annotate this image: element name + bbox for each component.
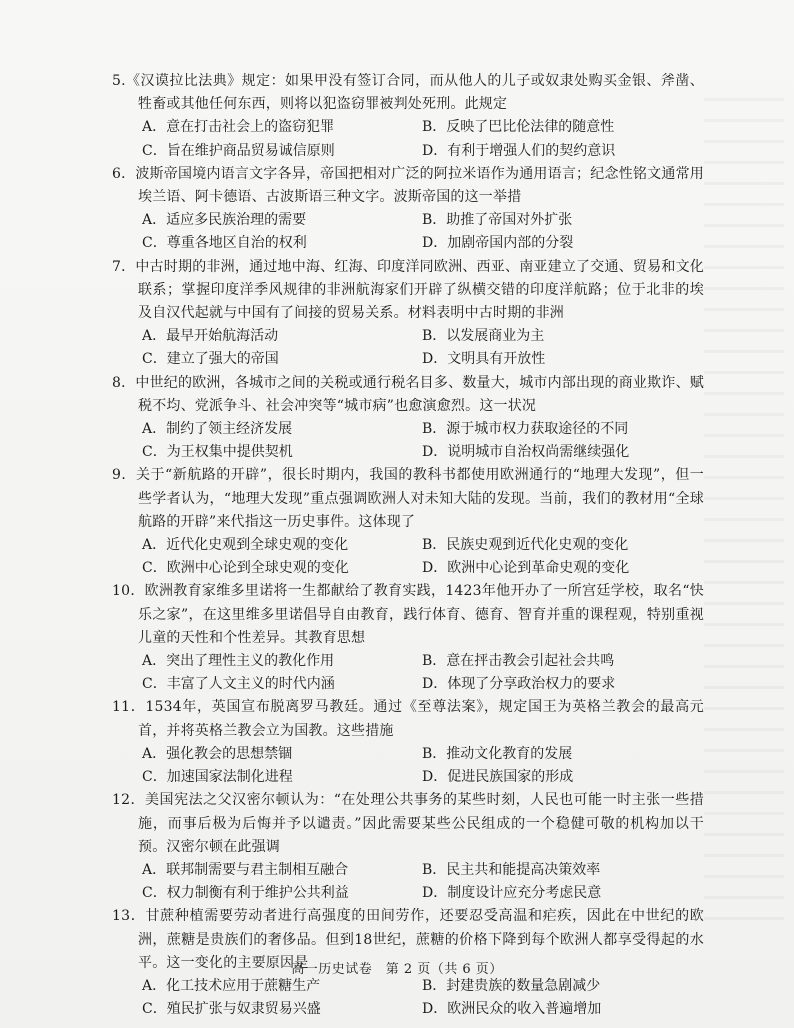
option-d: D．说明城市自治权尚需继续强化 — [422, 444, 630, 461]
page-footer: 高一历史试卷 第 2 页（共 6 页） — [291, 962, 503, 977]
question-stem: 10．欧洲教育家维多里诺将一生都献给了教育实践，1423年他开办了一所宫廷学校，取名“快乐之家”，在这里维多里诺倡导自由教育，践行体育、德育、智育并重的课程观，特别重视儿童的天性和个性差异。其教育思想 — [112, 583, 704, 646]
option-b: B．反映了巴比伦法律的随意性 — [422, 119, 615, 136]
option-a: A．最早开始航海活动 — [142, 328, 279, 345]
answer-options — [142, 534, 704, 580]
question-stem: 8．中世纪的欧洲，各城市之间的关税或通行税名目多、数量大，城市内部出现的商业欺诈、赋税不均、党派争斗、社会冲突等“城市病”也愈演愈烈。这一状况 — [112, 374, 704, 414]
answer-options — [142, 418, 704, 464]
option-d: D．有利于增强人们的契约意识 — [422, 142, 616, 159]
option-b: B．民族史观到近代化史观的变化 — [422, 537, 629, 554]
option-a: A．化工技术应用于蔗糖生产 — [142, 977, 321, 994]
option-d: D．制度设计应充分考虑民意 — [422, 885, 602, 902]
question-block — [112, 789, 704, 905]
answer-options — [142, 209, 704, 255]
question-stem: 7．中古时期的非洲，通过地中海、红海、印度洋同欧洲、西亚、南亚建立了交通、贸易和文化联系；掌握印度洋季风规律的非洲航海家们开辟了纵横交错的印度洋航路；位于北非的埃及自汉代起就与中国有了间接的贸易关系。材料表明中古时期的非洲 — [112, 258, 704, 322]
question-stem: 11．1534年，英国宣布脱离罗马教廷。通过《至尊法案》，规定国王为英格兰教会的最高元首，并将英格兰教会立为国教。这些措施 — [112, 699, 704, 739]
answer-options — [142, 743, 704, 789]
question-block — [112, 256, 704, 372]
option-b: B．封建贵族的数量急剧减少 — [422, 977, 601, 994]
option-d: D．促进民族国家的形成 — [422, 769, 574, 786]
option-b: B．助推了帝国对外扩张 — [422, 212, 573, 229]
question-stem: 6．波斯帝国境内语言文字各异，帝国把相对广泛的阿拉米语作为通用语言；纪念性铭文通常用埃兰语、阿卡德语、古波斯语三种文字。波斯帝国的这一举措 — [112, 165, 704, 206]
show-through-shadow — [704, 80, 784, 920]
option-a: A．意在打击社会上的盗窃犯罪 — [142, 119, 335, 136]
option-a: A．强化教会的思想禁锢 — [142, 745, 293, 762]
question-stem: 9．关于“新航路的开辟”，很长时期内，我国的教科书都使用欧洲通行的“地理大发现”，但一些学者认为，“地理大发现”重点强调欧洲人对未知大陆的发现。当前，我们的教材用“全球航路的开辟”来代指这一历史事件。这体现了 — [112, 467, 704, 530]
answer-options — [142, 975, 704, 1021]
option-b: B．意在抨击教会引起社会共鸣 — [422, 653, 615, 670]
option-b: B．民主共和能提高决策效率 — [422, 861, 601, 878]
question-block — [112, 464, 704, 580]
option-a: A．制约了领主经济发展 — [142, 421, 293, 438]
question-stem: 13．甘蔗种植需要劳动者进行高强度的田间劳作，还要忍受高温和疟疾，因此在中世纪的欧洲，蔗糖是贵族们的奢侈品。但到18世纪，蔗糖的价格下降到每个欧洲人都享受得起的水平。这一变化的主要原因是 — [112, 908, 704, 971]
question-block — [112, 372, 704, 465]
option-a: A．突出了理性主义的教化作用 — [142, 653, 335, 670]
option-c: C．为王权集中提供契机 — [142, 444, 293, 461]
question-block — [112, 580, 704, 696]
option-d: D．欧洲民众的收入普遍增加 — [422, 1001, 602, 1018]
option-a: A．联邦制需要与君主制相互融合 — [142, 861, 349, 878]
option-d: D．加剧帝国内部的分裂 — [422, 235, 574, 252]
option-a: A．适应多民族治理的需要 — [142, 212, 307, 229]
option-b: B．推动文化教育的发展 — [422, 745, 573, 762]
answer-options — [142, 859, 704, 905]
option-c: C．加速国家法制化进程 — [142, 769, 293, 786]
option-c: C．欧洲中心论到全球史观的变化 — [142, 560, 349, 577]
option-c: C．丰富了人文主义的时代内涵 — [142, 676, 335, 693]
option-c: C．建立了强大的帝国 — [142, 351, 279, 368]
option-c: C．尊重各地区自治的权利 — [142, 235, 307, 252]
option-a: A．近代化史观到全球史观的变化 — [142, 537, 349, 554]
question-block — [112, 163, 704, 256]
option-c: C．旨在维护商品贸易诚信原则 — [142, 142, 335, 159]
option-b: B．源于城市权力获取途径的不同 — [422, 421, 629, 438]
question-block — [112, 696, 704, 789]
question-list — [112, 70, 704, 1021]
question-stem: 12．美国宪法之父汉密尔顿认为：“在处理公共事务的某些时刻，人民也可能一时主张一些措施，而事后极为后悔并予以谴责。”因此需要某些公民组成的一个稳健可敬的机构加以干预。汉密尔顿在此强调 — [112, 792, 704, 855]
option-c: C．殖民扩张与奴隶贸易兴盛 — [142, 1001, 321, 1018]
answer-options — [142, 650, 704, 696]
question-block — [112, 70, 704, 163]
option-d: D．体现了分享政治权力的要求 — [422, 676, 616, 693]
answer-options — [142, 325, 704, 371]
option-d: D．欧洲中心论到革命史观的变化 — [422, 560, 630, 577]
answer-options — [142, 116, 704, 162]
option-b: B．以发展商业为主 — [422, 328, 545, 345]
question-stem: 5.《汉谟拉比法典》规定：如果甲没有签订合同，而从他人的儿子或奴隶处购买金银、斧凿、牲畜或其他任何东西，则将以犯盗窃罪被判处死刑。此规定 — [112, 73, 704, 113]
option-d: D．文明具有开放性 — [422, 351, 546, 368]
option-c: C．权力制衡有利于维护公共利益 — [142, 885, 349, 902]
